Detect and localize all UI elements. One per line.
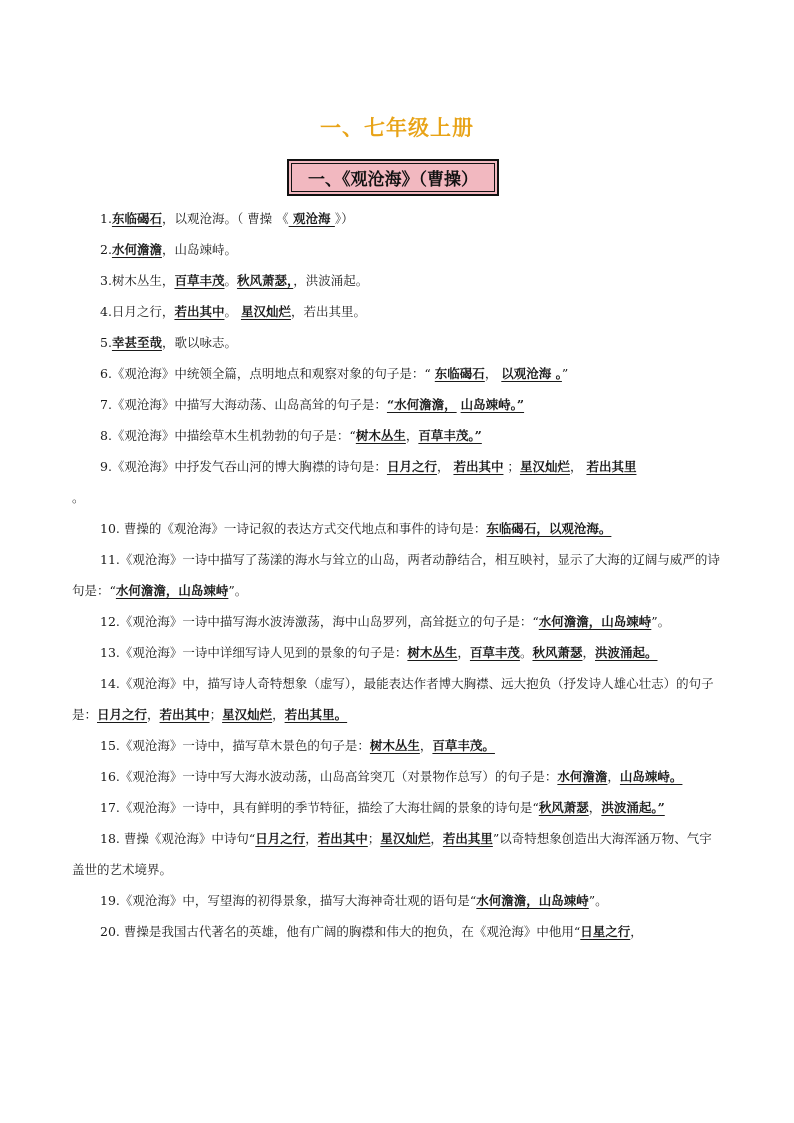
question-text: ， (405, 428, 419, 443)
answer-text: 若出其中 (317, 831, 368, 846)
answer-text: 秋风萧瑟， (236, 273, 294, 288)
question-text: 10. 曹操的《观沧海》一诗记叙的表达方式交代地点和事件的诗句是： (100, 521, 487, 536)
answer-text: 星汉灿烂 (380, 831, 431, 846)
question-text: ， (582, 645, 595, 660)
question-text: 1. (100, 211, 112, 226)
question-text: 11.《观沧海》一诗中描写了荡漾的海水与耸立的山岛，两者动静结合，相互映衬，显示了大海的辽阔与威严的诗句是：“ (72, 552, 720, 598)
answer-text: 洪波涌起。” (601, 800, 665, 815)
question-text: ，若出其里。 (290, 304, 366, 319)
question-line (72, 544, 724, 606)
section-heading-box (287, 159, 499, 196)
answer-text: 星汉灿烂 (222, 707, 273, 722)
answer-text: 百草丰茂 (174, 273, 225, 288)
answer-text: 若出其中 (174, 304, 225, 319)
question-text: 9.《观沧海》中抒发气吞山河的博大胸襟的诗句是： (100, 459, 387, 474)
question-text: ”以奇特想象创造出大海浑涵万物、气宇盖世的艺术境界。 (72, 831, 712, 877)
question-line (72, 761, 724, 792)
question-text: 。 (224, 273, 237, 288)
answer-text: 水何澹澹，山岛竦峙 (476, 893, 589, 908)
question-text: 2. (100, 242, 112, 257)
question-text: ； (367, 831, 381, 846)
question-text: 18. 曹操《观沧海》中诗句“ (100, 831, 256, 846)
answer-text: 水何澹澹，山岛竦峙 (115, 583, 229, 598)
question-text: ”。 (651, 614, 671, 629)
answer-text: 若出其里。 (284, 707, 348, 722)
question-line (72, 358, 724, 389)
question-text: 12.《观沧海》一诗中描写海水波涛激荡，海中山岛罗列，高耸挺立的句子是：“ (100, 614, 539, 629)
answer-text: 日星之行 (580, 924, 631, 939)
answer-text: 洪波涌起。 (594, 645, 658, 660)
answer-text: 百草丰茂。” (418, 428, 482, 443)
question-line (72, 606, 724, 637)
question-text: ， (147, 707, 160, 722)
question-line (72, 296, 724, 327)
question-line (72, 420, 724, 451)
question-text: 15.《观沧海》一诗中，描写草木景色的句子是： (100, 738, 370, 753)
question-text: 3.树木丛生， (100, 273, 175, 288)
question-line (72, 730, 724, 761)
answer-text: 若出其里 (586, 459, 637, 474)
answer-text: 水何澹澹，山岛竦峙 (538, 614, 652, 629)
question-line (72, 916, 724, 947)
question-line (72, 203, 724, 234)
question-text: ， (272, 707, 285, 722)
question-text: ，歌以咏志。 (161, 335, 237, 350)
question-line (72, 234, 724, 265)
question-text: ， (588, 800, 602, 815)
answer-text: 秋风萧瑟 (538, 800, 589, 815)
question-text: 。 (224, 304, 241, 319)
question-text: 8.《观沧海》中描绘草木生机勃勃的句子是：“ (100, 428, 356, 443)
question-text: 。 (519, 645, 533, 660)
question-text: ” (561, 366, 569, 381)
section-heading: 一、《观沧海》（曹操） (308, 170, 478, 190)
question-text: ， (419, 738, 433, 753)
question-line (72, 668, 724, 730)
answer-text: 树木丛生 (407, 645, 458, 660)
answer-text: 日月之行 (386, 459, 437, 474)
question-text: ， (607, 769, 620, 784)
question-line (72, 265, 724, 296)
answer-text: 以观沧海 。 (501, 366, 562, 381)
answer-text: 东临碣石 (434, 366, 485, 381)
page-title: 一、七年级上册 (320, 116, 474, 140)
answer-text: “水何澹澹， (386, 397, 457, 412)
answer-text: 星汉灿烂 (519, 459, 570, 474)
question-text: 7.《观沧海》中描写大海动荡、山岛高耸的句子是： (100, 397, 387, 412)
question-line (72, 482, 724, 513)
answer-text: 观沧海 (288, 211, 335, 226)
question-text: 4.日月之行， (100, 304, 175, 319)
answer-text: 若出其里 (442, 831, 493, 846)
answer-text: 若出其中 (159, 707, 210, 722)
answer-text: 东临碣石，以观沧海。 (486, 521, 612, 536)
question-line (72, 792, 724, 823)
question-line (72, 327, 724, 358)
question-line (72, 823, 724, 885)
answer-text: 水何澹澹 (111, 242, 162, 257)
question-text: ， (569, 459, 587, 474)
question-text: ，洪波涌起。 (293, 273, 369, 288)
question-text: ， (305, 831, 318, 846)
question-text: 13.《观沧海》一诗中详细写诗人见到的景象的句子是： (100, 645, 408, 660)
question-text: ， (457, 645, 470, 660)
question-text: ”。 (228, 583, 248, 598)
question-line (72, 513, 724, 544)
question-text: 5. (100, 335, 112, 350)
answer-text: 东临碣石 (111, 211, 162, 226)
question-text: ， (436, 459, 454, 474)
answer-text: 日月之行 (97, 707, 148, 722)
question-text: 19.《观沧海》中，写望海的初得景象，描写大海神奇壮观的语句是“ (100, 893, 477, 908)
answer-text: 水何澹澹 (557, 769, 608, 784)
question-text: 17.《观沧海》一诗中，具有鲜明的季节特征，描绘了大海壮阔的景象的诗句是“ (100, 800, 539, 815)
question-list (72, 203, 724, 947)
question-text: ； (209, 707, 223, 722)
question-text: ”。 (588, 893, 608, 908)
answer-text: 树木丛生 (369, 738, 420, 753)
question-line (72, 451, 724, 482)
answer-text: 若出其中 (453, 459, 504, 474)
answer-text: 山岛竦峙。” (460, 397, 525, 412)
question-line (72, 637, 724, 668)
question-text: ； (503, 459, 520, 474)
question-line (72, 389, 724, 420)
answer-text: 星汉灿烂 (240, 304, 291, 319)
question-text: ，以观沧海。（ 曹操 《 (161, 211, 289, 226)
answer-text: 树木丛生 (355, 428, 406, 443)
question-text: 6.《观沧海》中统领全篇，点明地点和观察对象的句子是：“ (100, 366, 435, 381)
question-text: ， (630, 924, 643, 939)
answer-text: 秋风萧瑟 (532, 645, 583, 660)
question-text: ， (430, 831, 443, 846)
answer-text: 山岛竦峙。 (619, 769, 683, 784)
answer-text: 幸甚至哉 (111, 335, 162, 350)
question-text: 》） (334, 211, 354, 226)
question-text: 16.《观沧海》一诗中写大海水波动荡，山岛高耸突兀（对景物作总写）的句子是： (100, 769, 558, 784)
answer-text: 百草丰茂 (469, 645, 520, 660)
question-text: 20. 曹操是我国古代著名的英雄，他有广阔的胸襟和伟大的抱负，在《观沧海》中他用“ (100, 924, 581, 939)
question-text: ， (484, 366, 502, 381)
question-text: 。 (72, 490, 85, 505)
answer-text: 日月之行 (255, 831, 306, 846)
question-text: ，山岛竦峙。 (161, 242, 237, 257)
question-line (72, 885, 724, 916)
question-text: 14.《观沧海》中，描写诗人奇特想象（虚写），最能表达作者博大胸襟、远大抱负（抒发诗人雄心壮志）的句子是： (72, 676, 714, 722)
answer-text: 百草丰茂。 (432, 738, 495, 753)
